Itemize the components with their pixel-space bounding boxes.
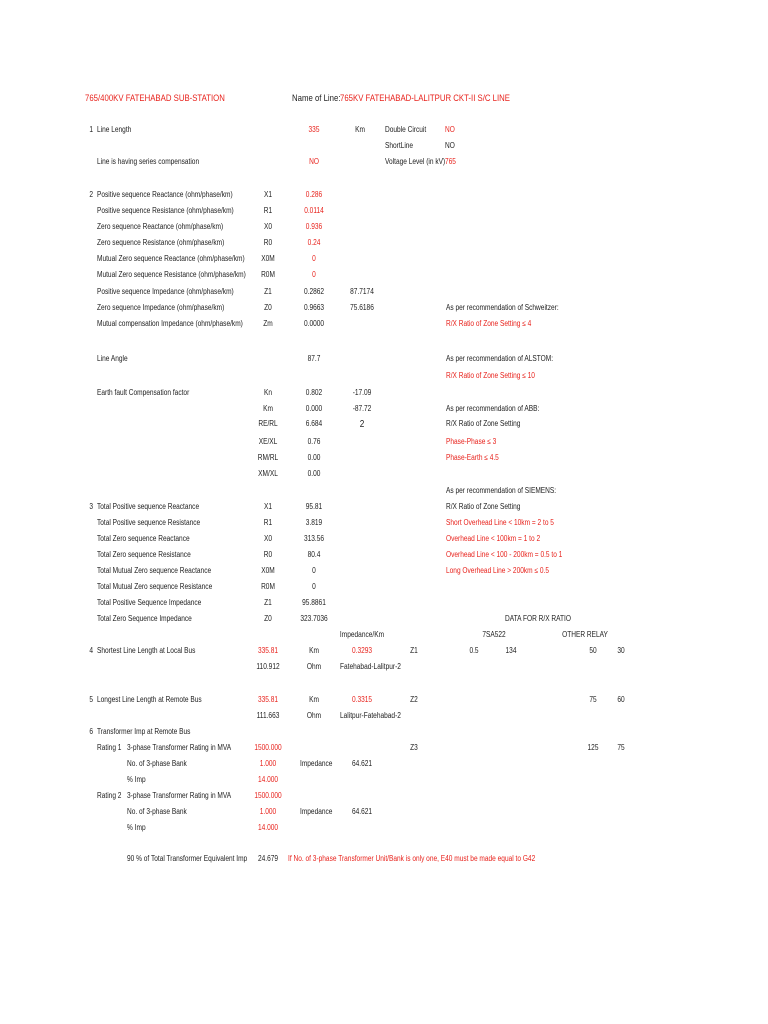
r0-sym: R0 bbox=[263, 238, 273, 247]
r1-unit: Km bbox=[355, 125, 365, 134]
longest-km: 335.81 bbox=[257, 695, 279, 704]
x0-sym: X0 bbox=[263, 222, 273, 231]
7sa-header: 7SA522 bbox=[482, 630, 506, 639]
tx1-label: Total Positive sequence Reactance bbox=[97, 502, 200, 511]
xexl-sym: XE/XL bbox=[258, 437, 278, 446]
voltage-label: Voltage Level (in kV) bbox=[385, 157, 446, 166]
tr0m-val: 0 bbox=[312, 582, 316, 591]
line-name: 765KV FATEHABAD-LALITPUR CKT-II S/C LINE bbox=[340, 93, 510, 104]
zm-val: 0.0000 bbox=[303, 319, 325, 328]
rerl-val: 6.684 bbox=[305, 419, 323, 428]
tz0-label: Total Zero Sequence Impedance bbox=[97, 614, 192, 623]
tx0m-val: 0 bbox=[312, 566, 316, 575]
z1-ang: 87.7174 bbox=[350, 287, 374, 296]
tr0-sym: R0 bbox=[263, 550, 273, 559]
name-of-line-label: Name of Line: bbox=[292, 93, 341, 104]
bank2-label: No. of 3-phase Bank bbox=[127, 807, 187, 816]
series-comp-label: Line is having series compensation bbox=[97, 157, 200, 166]
rerl-note: 2 bbox=[359, 419, 365, 430]
line-angle-val: 87.7 bbox=[307, 354, 321, 363]
longest-ohm: 111.663 bbox=[256, 711, 280, 720]
x0m-sym: X0M bbox=[261, 254, 275, 263]
tx1-val: 95.81 bbox=[305, 502, 323, 511]
abb-pp: Phase-Phase ≤ 3 bbox=[446, 437, 497, 446]
z2-other-b: 60 bbox=[617, 695, 625, 704]
x0m-val: 0 bbox=[312, 254, 316, 263]
r1-label: Line Length bbox=[97, 125, 132, 134]
imp1-val: 64.621 bbox=[351, 759, 373, 768]
bank1-label: No. of 3-phase Bank bbox=[127, 759, 187, 768]
z1-other-b: 30 bbox=[617, 646, 625, 655]
r0m-label: Mutual Zero sequence Resistance (ohm/phase/km) bbox=[97, 270, 246, 279]
tx1-sym: X1 bbox=[263, 502, 273, 511]
shortest-ohm-unit: Ohm bbox=[306, 662, 322, 671]
r2-num: 2 bbox=[89, 190, 93, 199]
tr1-sym: R1 bbox=[263, 518, 273, 527]
tz1-sym: Z1 bbox=[264, 598, 272, 607]
z3-zone: Z3 bbox=[410, 743, 418, 752]
siemens-note: As per recommendation of SIEMENS: bbox=[446, 486, 557, 495]
shortest-label: Shortest Line Length at Local Bus bbox=[97, 646, 196, 655]
tx0-label: Total Zero sequence Reactance bbox=[97, 534, 190, 543]
xexl-val: 0.76 bbox=[307, 437, 321, 446]
double-circuit-label: Double Circuit bbox=[385, 125, 427, 134]
tz1-val: 95.8861 bbox=[302, 598, 326, 607]
x1-sym: X1 bbox=[263, 190, 273, 199]
earth-fault-label: Earth fault Compensation factor bbox=[97, 388, 190, 397]
km-ang: -87.72 bbox=[352, 404, 372, 413]
kn-sym: Kn bbox=[263, 388, 273, 397]
longest-ohm-unit: Ohm bbox=[306, 711, 322, 720]
z3-other-b: 75 bbox=[617, 743, 625, 752]
voltage-value: 765 bbox=[445, 157, 456, 166]
bank2-val: 1.000 bbox=[259, 807, 277, 816]
rating1-desc: 3-phase Transformer Rating in MVA bbox=[127, 743, 232, 752]
shortest-km-unit: Km bbox=[309, 646, 319, 655]
imp2-label: Impedance bbox=[300, 807, 333, 816]
z0-val: 0.9663 bbox=[303, 303, 325, 312]
line-angle-label: Line Angle bbox=[97, 354, 128, 363]
kn-ang: -17.09 bbox=[352, 388, 372, 397]
z2-zone: Z2 bbox=[410, 695, 418, 704]
pct2-val: 14.000 bbox=[257, 823, 279, 832]
siemens-r3: Overhead Line < 100 - 200km = 0.5 to 1 bbox=[446, 550, 563, 559]
z1-sym: Z1 bbox=[264, 287, 272, 296]
r1-value: 335 bbox=[308, 125, 320, 134]
kn-val: 0.802 bbox=[305, 388, 323, 397]
r0-val: 0.24 bbox=[307, 238, 321, 247]
tr0m-sym: R0M bbox=[261, 582, 275, 591]
z1-7sa-a: 0.5 bbox=[469, 646, 479, 655]
shortest-name: Fatehabad-Lalitpur-2 bbox=[340, 662, 401, 671]
tr1-label: Total Positive sequence Resistance bbox=[97, 518, 201, 527]
imp1-label: Impedance bbox=[300, 759, 333, 768]
r3-num: 3 bbox=[89, 502, 93, 511]
longest-name: Lalitpur-Fatehabad-2 bbox=[340, 711, 401, 720]
r0m-sym: R0M bbox=[261, 270, 275, 279]
rmrl-val: 0.00 bbox=[307, 453, 321, 462]
short-line-label: ShortLine bbox=[385, 141, 414, 150]
r0m-val: 0 bbox=[312, 270, 316, 279]
z1-label: Positive sequence Impedance (ohm/phase/km) bbox=[97, 287, 234, 296]
equiv-label: 90 % of Total Transformer Equivalent Imp bbox=[127, 854, 248, 863]
trafo-label: Transformer Imp at Remote Bus bbox=[97, 727, 191, 736]
z1-zone: Z1 bbox=[410, 646, 418, 655]
rating1-val: 1500.000 bbox=[254, 743, 282, 752]
x1-val: 0.286 bbox=[305, 190, 323, 199]
km-sym: Km bbox=[263, 404, 273, 413]
tz0-sym: Z0 bbox=[264, 614, 272, 623]
siemens-r2: Overhead Line < 100km = 1 to 2 bbox=[446, 534, 541, 543]
tr0m-label: Total Mutual Zero sequence Resistance bbox=[97, 582, 213, 591]
series-comp-value: NO bbox=[309, 157, 319, 166]
pct1-val: 14.000 bbox=[257, 775, 279, 784]
z2-other-a: 75 bbox=[589, 695, 597, 704]
substation-title: 765/400KV FATEHABAD SUB-STATION bbox=[85, 93, 225, 104]
imp2-val: 64.621 bbox=[351, 807, 373, 816]
alstom-rx: R/X Ratio of Zone Setting ≤ 10 bbox=[446, 371, 535, 380]
r6-num: 6 bbox=[89, 727, 93, 736]
tr0-label: Total Zero sequence Resistance bbox=[97, 550, 191, 559]
rating2-label: Rating 2 bbox=[97, 791, 122, 800]
r5-num: 5 bbox=[89, 695, 93, 704]
schweitzer-note: As per recommendation of Schweitzer: bbox=[446, 303, 559, 312]
short-line-value: NO bbox=[445, 141, 455, 150]
r0-label: Zero sequence Resistance (ohm/phase/km) bbox=[97, 238, 225, 247]
abb-rx: R/X Ratio of Zone Setting bbox=[446, 419, 521, 428]
z0-sym: Z0 bbox=[264, 303, 272, 312]
schweitzer-rx: R/X Ratio of Zone Setting ≤ 4 bbox=[446, 319, 532, 328]
equiv-val: 24.679 bbox=[257, 854, 279, 863]
z0-ang: 75.6186 bbox=[350, 303, 374, 312]
x0-val: 0.936 bbox=[305, 222, 323, 231]
double-circuit-value: NO bbox=[445, 125, 455, 134]
r1-num: 1 bbox=[89, 125, 93, 134]
x1-label: Positive sequence Reactance (ohm/phase/km) bbox=[97, 190, 233, 199]
tx0-sym: X0 bbox=[263, 534, 273, 543]
r1s-sym: R1 bbox=[263, 206, 273, 215]
rating1-label: Rating 1 bbox=[97, 743, 122, 752]
z1-val: 0.2862 bbox=[303, 287, 325, 296]
r4-num: 4 bbox=[89, 646, 93, 655]
tx0-val: 313.56 bbox=[303, 534, 325, 543]
imp-km-header: Impedance/Km bbox=[339, 630, 385, 639]
zm-sym: Zm bbox=[263, 319, 273, 328]
rating2-val: 1500.000 bbox=[254, 791, 282, 800]
longest-imp: 0.3315 bbox=[351, 695, 373, 704]
rating2-desc: 3-phase Transformer Rating in MVA bbox=[127, 791, 232, 800]
tr0-val: 80.4 bbox=[307, 550, 321, 559]
other-relay-header: OTHER RELAY bbox=[562, 630, 608, 639]
abb-pe: Phase-Earth ≤ 4.5 bbox=[446, 453, 499, 462]
z3-other-a: 125 bbox=[587, 743, 599, 752]
tz0-val: 323.7036 bbox=[300, 614, 328, 623]
x0-label: Zero sequence Reactance (ohm/phase/km) bbox=[97, 222, 224, 231]
shortest-imp: 0.3293 bbox=[351, 646, 373, 655]
siemens-rx: R/X Ratio of Zone Setting bbox=[446, 502, 521, 511]
z1-other-a: 50 bbox=[589, 646, 597, 655]
km-val: 0.000 bbox=[305, 404, 323, 413]
x0m-label: Mutual Zero sequence Reactance (ohm/phase/km) bbox=[97, 254, 245, 263]
shortest-ohm: 110.912 bbox=[256, 662, 280, 671]
r1s-val: 0.0114 bbox=[304, 206, 324, 215]
data-rx-title: DATA FOR R/X RATIO bbox=[505, 614, 571, 623]
r1s-label: Positive sequence Resistance (ohm/phase/km) bbox=[97, 206, 234, 215]
pct2-label: % Imp bbox=[127, 823, 146, 832]
rmrl-sym: RM/RL bbox=[257, 453, 279, 462]
alstom-note: As per recommendation of ALSTOM: bbox=[446, 354, 554, 363]
z1-7sa-b: 134 bbox=[505, 646, 517, 655]
equiv-note: If No. of 3-phase Transformer Unit/Bank is only one, E40 must be made equal to G42 bbox=[288, 854, 536, 863]
siemens-r1: Short Overhead Line < 10km = 2 to 5 bbox=[446, 518, 554, 527]
abb-note: As per recommendation of ABB: bbox=[446, 404, 540, 413]
longest-label: Longest Line Length at Remote Bus bbox=[97, 695, 202, 704]
tz1-label: Total Positive Sequence Impedance bbox=[97, 598, 202, 607]
siemens-r4: Long Overhead Line > 200km ≤ 0.5 bbox=[446, 566, 549, 575]
tx0m-label: Total Mutual Zero sequence Reactance bbox=[97, 566, 212, 575]
pct1-label: % Imp bbox=[127, 775, 146, 784]
bank1-val: 1.000 bbox=[259, 759, 277, 768]
tr1-val: 3.819 bbox=[305, 518, 323, 527]
shortest-km: 335.81 bbox=[257, 646, 279, 655]
rerl-sym: RE/RL bbox=[258, 419, 278, 428]
longest-km-unit: Km bbox=[309, 695, 319, 704]
xmxl-sym: XM/XL bbox=[258, 469, 278, 478]
xmxl-val: 0.00 bbox=[307, 469, 321, 478]
z0-label: Zero sequence Impedance (ohm/phase/km) bbox=[97, 303, 225, 312]
tx0m-sym: X0M bbox=[261, 566, 275, 575]
zm-label: Mutual compensation Impedance (ohm/phase/km) bbox=[97, 319, 243, 328]
